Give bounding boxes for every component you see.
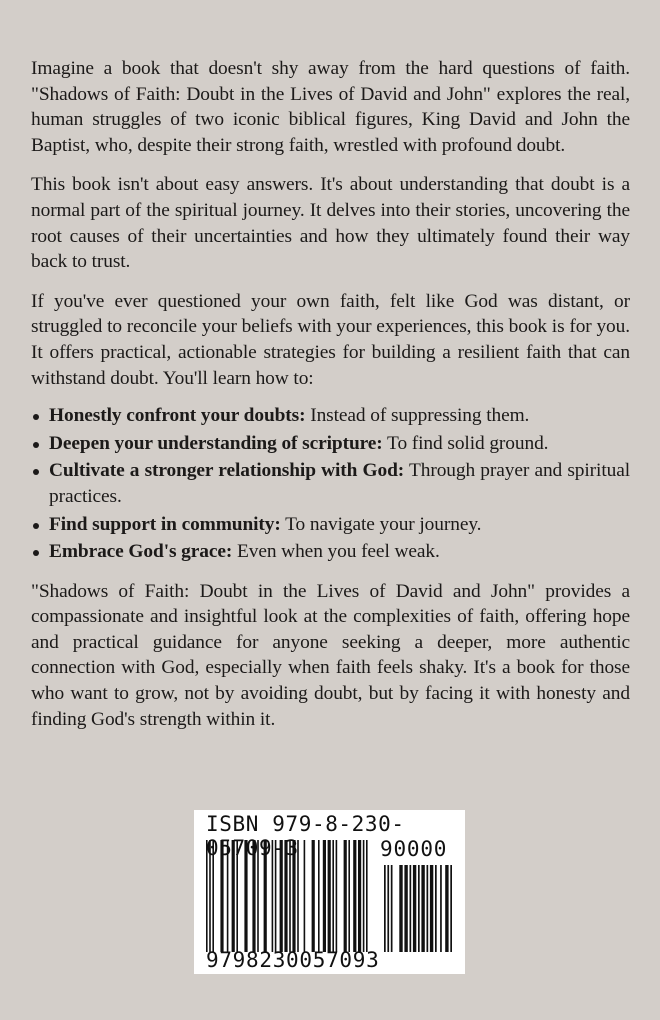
barcode-bar	[430, 865, 433, 952]
isbn-label: ISBN 979-8-230-05709-3	[206, 812, 405, 860]
barcode-bar	[391, 865, 393, 952]
barcode-bar	[404, 865, 407, 952]
barcode-bar	[421, 865, 424, 952]
barcode-bar	[387, 865, 389, 952]
list-item	[31, 512, 630, 538]
paragraph-audience: If you've ever questioned your own faith, felt like God was distant, or struggled to reconcile your beliefs with your experiences, this book is for you. It offers practical, actionable strategies for building a resilient faith that can withstand doubt. You'll learn how to:	[31, 290, 630, 389]
list-item	[31, 539, 630, 565]
paragraph-intro: Imagine a book that doesn't shy away from the hard questions of faith. "Shadows of Faith: Doubt in the Lives of David and John" explores the real, human struggles of two iconic biblical figures, King David and John the Baptist, who, despite their strong faith, wrestled with profound doubt.	[31, 58, 630, 156]
list-item-title: Honestly confront your doubts:	[49, 405, 306, 427]
barcode-bar	[410, 865, 412, 952]
bullet-icon	[33, 442, 39, 448]
bullet-icon	[33, 550, 39, 556]
barcode-bar	[440, 865, 442, 952]
benefits-list	[31, 403, 630, 565]
ean-number: 9798230057093	[206, 948, 380, 972]
paragraph-closing: "Shadows of Faith: Doubt in the Lives of David and John" provides a compassionate and insightful look at the complexities of faith, offering hope and practical guidance for anyone seeking a deeper, more authentic connection with God, especially when faith feels shaky. It's a book for those who want to grow, not by avoiding doubt, but by facing it with honesty and finding God's strength within it.	[31, 580, 630, 730]
list-item	[31, 458, 630, 509]
list-item-text: To navigate your journey.	[280, 513, 482, 535]
description-text	[31, 56, 630, 746]
list-item-text: Through prayer and spiritual practices.	[49, 460, 631, 507]
list-item-title: Deepen your understanding of scripture:	[49, 432, 383, 454]
list-item-text: Instead of suppressing them.	[305, 405, 530, 427]
paragraph-answers: This book isn't about easy answers. It's about understanding that doubt is a normal part of the spiritual journey. It delves into their stories, uncovering the root causes of their uncertainties and how they ultimately found their way back to trust.	[31, 174, 630, 273]
price-code: 90000	[380, 837, 448, 861]
barcode-bar	[418, 865, 420, 952]
barcode-bar	[413, 865, 416, 952]
list-item-title: Embrace God's grace:	[49, 541, 233, 563]
list-item-title: Find support in community:	[49, 513, 281, 535]
list-item	[31, 431, 630, 457]
bullet-icon	[33, 414, 39, 420]
list-item-text: To find solid ground.	[382, 432, 549, 454]
list-item-text: Even when you feel weak.	[232, 541, 440, 563]
barcode-bar	[450, 865, 452, 952]
barcode-bar	[399, 865, 402, 952]
barcode-bar	[445, 865, 448, 952]
barcode-bar	[435, 865, 437, 952]
list-item	[31, 403, 630, 429]
barcode-bar	[427, 865, 429, 952]
barcode-bar	[384, 865, 386, 952]
bullet-icon	[33, 469, 39, 475]
bullet-icon	[33, 523, 39, 529]
list-item-title: Cultivate a stronger relationship with God:	[49, 460, 405, 482]
isbn-barcode	[194, 810, 465, 974]
